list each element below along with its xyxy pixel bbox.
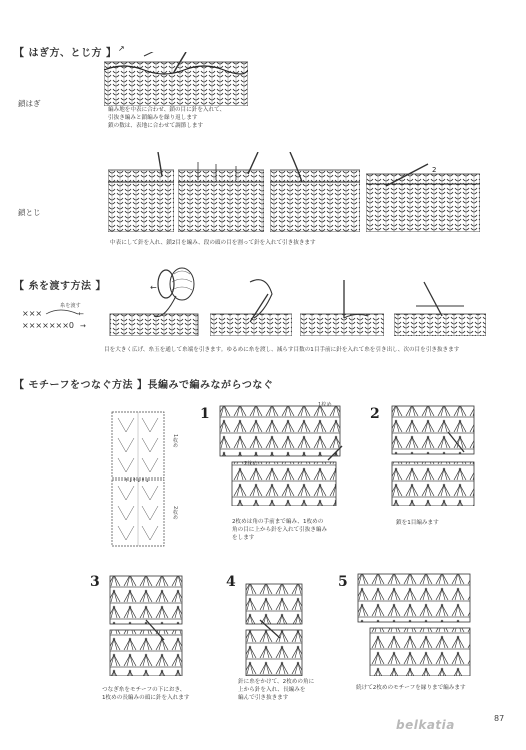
yarn-carry-step-4: [394, 276, 486, 336]
caption-line: 引抜き編みと鎖編みを繰り返します: [108, 115, 198, 121]
chain-seam-step-3: [270, 152, 360, 232]
step5-caption: 続けて2枚めのモチーフを縁りまで編みます: [356, 685, 466, 691]
svg-text:×××××××0: ×××××××0: [22, 321, 75, 330]
chain-join-illustration: [104, 52, 248, 106]
caption-line: 編み地を中表に合わせ、鎖の目に針を入れて、: [108, 107, 226, 113]
motif-step-4-illustration: [242, 580, 306, 676]
chart-label-first: 1枚め: [172, 434, 178, 448]
chain-join-caption: [108, 106, 225, 130]
yarn-carry-step-2: [210, 272, 292, 336]
svg-text:←: ←: [78, 310, 84, 318]
chain-seam-step-1: [108, 152, 174, 232]
yarn-carry-caption: 目を大きく広げ、糸玉を通して糸端を引きます。ゆるめに糸を渡し、減らす目数の1目手前に針を入れて糸を引き出し、次の目を引き抜きます: [104, 347, 460, 353]
motif-step-3-illustration: [106, 572, 186, 676]
chain-seam-step-2: [178, 152, 264, 232]
motif-step-2-illustration: [388, 402, 478, 506]
chain-seam-step-4: [366, 160, 480, 232]
figure-number: 2: [432, 166, 437, 174]
motif-symbol-chart: [108, 408, 176, 550]
watermark: belkatia: [396, 718, 455, 732]
caption-line: 鎖の数は、表地に合わせて調節します: [108, 123, 204, 129]
svg-text:←: ←: [150, 283, 157, 292]
svg-text:↑↓↑↓↑↓: ↑↓↑↓↑↓: [124, 478, 150, 484]
motif-step-5-illustration: [354, 570, 474, 676]
svg-text:×××: ×××: [22, 309, 43, 318]
caption-line: 上から針を入れ、長編みを: [238, 687, 306, 693]
step1-tag-first: 1枚め: [318, 402, 332, 408]
caption-line: をします: [232, 535, 255, 541]
arrow-icon: ↗: [118, 44, 125, 53]
step-number-3: 3: [90, 574, 100, 590]
chart-label-second: 2枚め: [172, 506, 178, 520]
yarn-carry-step-1: [104, 264, 204, 336]
caption-line: 角の目に上から針を入れて引抜き編み: [232, 527, 328, 533]
step-number-4: 4: [226, 574, 236, 590]
caption-line: 1枚めの長編みの頭に針を入れます: [102, 695, 190, 701]
step1-tag-second: 2枚め: [244, 461, 258, 467]
section-title-motif: 【 モチーフをつなぐ方法 】長編みで編みながらつなぐ: [14, 380, 274, 391]
page-number: 87: [494, 714, 505, 723]
step4-caption: [238, 678, 314, 702]
chain-seam-caption: 中表にして針を入れ、鎖2目を編み、段の頭の目を割って針を入れて引き抜きます: [110, 240, 316, 246]
caption-line: 針に糸をかけて、2枚めの角に: [238, 679, 315, 685]
yarn-carry-step-3: [300, 272, 384, 336]
section-title-joining: 【 はぎ方、とじ方 】: [14, 48, 117, 59]
caption-line: つなぎ糸をモチーフの下におき、: [102, 687, 186, 693]
caption-line: 2枚めは角の手前まで編み、1枚めの: [232, 519, 324, 525]
step-number-1: 1: [200, 406, 210, 422]
step-number-5: 5: [338, 574, 348, 590]
chain-join-label: 鎖はぎ: [18, 99, 41, 108]
svg-text:→: →: [80, 322, 86, 330]
step1-caption: [232, 518, 327, 542]
section-title-yarn-carry: 【 糸を渡す方法 】: [14, 281, 106, 292]
motif-step-1-illustration: [216, 402, 344, 506]
yarn-carry-diagram-label: 糸を渡す: [60, 303, 81, 309]
caption-line: 編んで引き抜きます: [238, 695, 289, 701]
step3-caption: [102, 686, 189, 702]
step2-caption: 鎖を1目編みます: [396, 520, 439, 526]
step-number-2: 2: [370, 406, 380, 422]
yarn-carry-symbol-diagram: [20, 306, 92, 332]
chain-seam-label: 鎖とじ: [18, 208, 41, 217]
